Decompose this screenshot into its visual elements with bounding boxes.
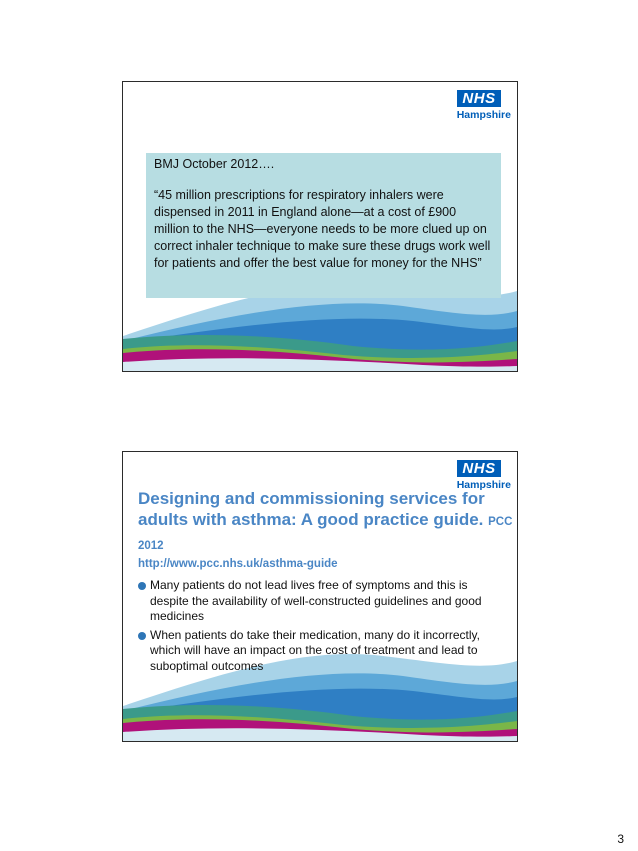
nhs-logo [447, 460, 511, 491]
slide-title-source: PCC 2012 [138, 516, 513, 552]
slide-title-text: Designing and commissioning services for adults with asthma: A good practice guide. [138, 489, 485, 529]
list-item [138, 578, 503, 625]
nhs-logo-region: Hampshire [456, 479, 511, 491]
bullet-text: When patients do take their medication, many do it incorrectly, which will have an impact on the cost of treatment and lead to suboptimal outcomes [150, 627, 480, 673]
nhs-logo-mark: NHS [457, 90, 500, 107]
quote-text: “45 million prescriptions for respiratory inhalers were dispensed in 2011 in England alone—at a cost of £900 million to the NHS—everyone needs to be more clued up on correct inhaler technique to make sure these drugs work well for patients and offer the best value for money for the NHS” [154, 188, 491, 270]
bullet-text: Many patients do not lead lives free of symptoms and this is despite the availability of well-constructed guidelines and good medicines [150, 578, 482, 623]
quote-box [146, 153, 501, 298]
bullet-list [138, 578, 503, 677]
nhs-logo [447, 90, 511, 121]
list-item [138, 628, 503, 675]
nhs-logo-region: Hampshire [456, 109, 511, 121]
slide-2 [122, 451, 518, 742]
bullet-dot-icon [138, 582, 146, 590]
nhs-logo-mark: NHS [457, 460, 500, 477]
bullet-dot-icon [138, 632, 146, 640]
guide-url[interactable]: http://www.pcc.nhs.uk/asthma-guide [138, 558, 338, 570]
slide-title [138, 488, 513, 557]
quote-heading: BMJ October 2012…. [154, 157, 275, 171]
page-number: 3 [617, 832, 624, 846]
slide-1 [122, 81, 518, 372]
